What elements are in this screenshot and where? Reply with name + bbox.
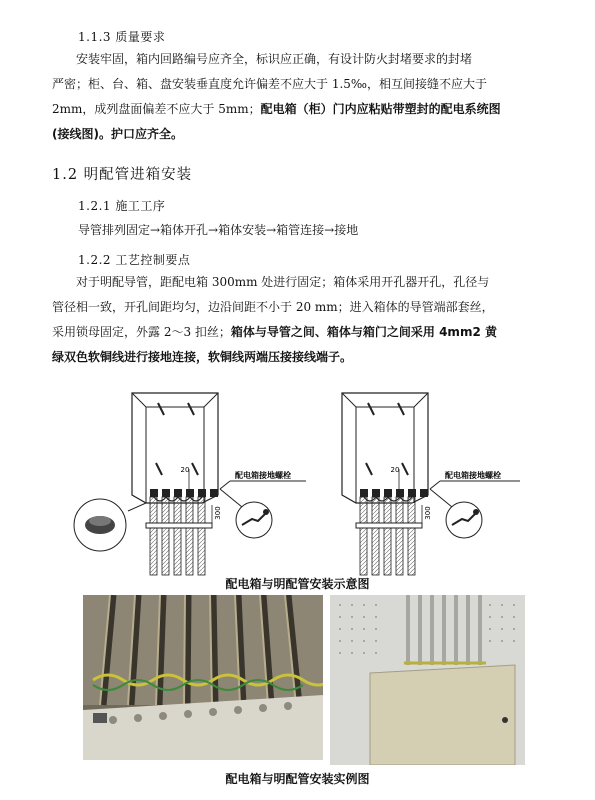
bold-requirement: 配电箱（柜）门内应粘贴带塑封的配电系统图 [260,102,501,116]
process-flow: 导管排列固定→箱体开孔→箱体安装→箱管连接→接地 [78,223,359,237]
paragraph-text: 2mm，成列盘面偏差不应大于 5mm； [52,102,261,116]
paragraph-line: 管径相一致，开孔间距均匀，边沿间距不小于 20 mm；进入箱体的导管端部套丝， [52,300,494,314]
diagram-caption: 配电箱与明配管安装示意图 [225,577,370,591]
paragraph-text: 采用锁母固定，外露 2～3 扣丝； [52,325,231,339]
dim-20-left: 20 [180,466,190,474]
paragraph-line: 严密；柜、台、箱、盘安装垂直度允许偏差不应大于 1.5‰，相互间接缝不应大于 [52,77,488,91]
section-1-2-1-heading: 1.2.1 施工工序 [78,199,166,213]
paragraph-line [52,97,552,122]
bold-requirement-line: 绿双色软铜线进行接地连接，软铜线两端压接接线端子。 [52,350,353,364]
dim-300-left: 300 [214,506,222,520]
installation-diagram [70,385,550,585]
bold-requirement: 箱体与导管之间、箱体与箱门之间采用 4mm2 黄 [230,325,497,339]
grounding-bolt-label-left: 配电箱接地螺栓 [235,471,291,480]
bold-requirement-line: (接线图)。护口应齐全。 [52,127,183,141]
section-1-2-2-body [52,270,552,370]
dim-20-right: 20 [390,466,400,474]
paragraph-line: 安装牢固，箱内回路编号应齐全，标识应正确，有设计防火封堵要求的封堵 [76,52,473,66]
section-1-2-heading: 1.2 明配管进箱安装 [52,167,193,183]
distribution-box-right [342,393,520,575]
installation-photo-right [330,595,525,765]
dim-300-right: 300 [424,506,432,520]
section-1-2-2-heading: 1.2.2 工艺控制要点 [78,253,191,267]
paragraph-line [52,320,552,345]
section-1-1-3-heading: 1.1.3 质量要求 [78,30,166,44]
installation-photo-left [83,595,323,760]
photos-caption: 配电箱与明配管安装实例图 [225,772,370,786]
distribution-box-left [74,393,306,575]
section-1-1-3-body [52,47,552,147]
grounding-bolt-label-right: 配电箱接地螺栓 [445,471,501,480]
paragraph-line: 对于明配导管，距配电箱 300mm 处进行固定；箱体采用开孔器开孔，孔径与 [76,275,490,289]
